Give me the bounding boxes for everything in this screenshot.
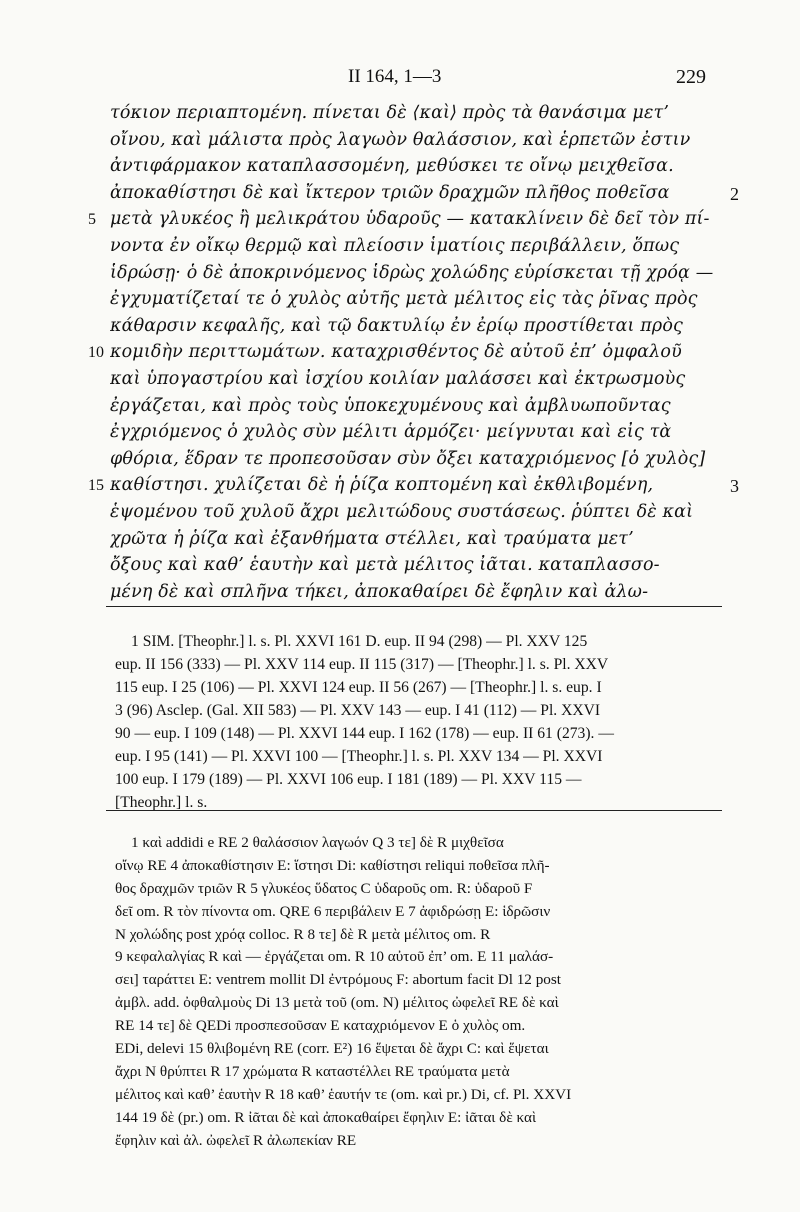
apparatus-line: ἔφηλιν καὶ ἀλ. ὠφελεῖ R ἀλωπεκίαν RE [115,1131,357,1149]
testimonia-apparatus [115,630,721,814]
text-line [0,555,800,582]
text-line [0,156,800,183]
text-line [0,316,800,343]
margin-number: 3 [730,476,739,497]
text-line [0,502,800,529]
text-line [0,209,800,236]
divider-rule [106,606,722,607]
text-line-content: ἱδρώσῃ· ὁ δὲ ἀποκρινόμενος ἱδρὼς χολώδης εὑρίσκεται τῇ χρόᾳ — [110,262,714,283]
text-line [0,422,800,449]
apparatus-line: 1 καὶ addidi e RE 2 θαλάσσιον λαγωόν Q 3 τε] δὲ R μιχθεῖσα [131,834,504,851]
text-line [0,475,800,502]
text-line [0,103,800,130]
text-line [0,369,800,396]
apparatus-line: θος δραχμῶν τριῶν R 5 γλυκέος ὕδατος C ὑδαροῦς om. R: ὑδαροῦ F [115,879,533,897]
apparatus-line: δεῖ om. R τὸν πίνοντα om. QRE 6 περιβάλειν E 7 ἀφιδρώσῃ E: ἱδρῶσιν [115,902,551,920]
text-line-content: νοντα ἐν οἴκῳ θερμῷ καὶ πλείοσιν ἱματίοις περιβάλλειν, ὅπως [110,235,680,256]
text-line-content: ἀντιφάρμακον καταπλασσομένη, μεθύσκει τε οἴνῳ μειχθεῖσα. [110,156,674,177]
text-line [0,263,800,290]
apparatus-line: EDi, delevi 15 θλιβομένη RE (corr. E²) 16 ἕψεται δὲ ἄχρι C: καὶ ἕψεται [115,1040,549,1058]
text-line-content: κάθαρσιν κεφαλῆς, καὶ τῷ δακτυλίῳ ἐν ἐρίῳ προστίθεται πρὸς [110,315,684,336]
line-number: 10 [88,344,104,362]
testimonia-line: eup. I 95 (141) — Pl. XXVI 100 — [Theophr.] l. s. Pl. XXV 134 — Pl. XXVI [115,748,603,765]
text-line-content: οἴνου, καὶ μάλιστα πρὸς λαγωὸν θαλάσσιον, καὶ ἑρπετῶν ἐστιν [110,129,691,150]
text-line-content: μένη δὲ καὶ σπλῆνα τήκει, ἀποκαθαίρει δὲ ἔφηλιν καὶ ἀλω- [110,581,649,602]
text-line-content: τόκιον περιαπτομένη. πίνεται δὲ ⟨καὶ⟩ πρὸς τὰ θανάσιμα μετ’ [110,103,670,123]
text-line-content: ἐγχυματίζεταί τε ὁ χυλὸς αὐτῆς μετὰ μέλιτος εἰς τὰς ῥῖνας πρὸς [110,289,698,310]
apparatus-line: οἴνῳ RE 4 ἀποκαθίστησιν E: ἵστησι Di: καθίστησι reliqui ποθεῖσα πλῆ- [115,856,550,874]
critical-apparatus [115,832,723,1152]
line-number: 15 [88,477,104,495]
apparatus-line: μέλιτος καὶ καθ’ ἑαυτὴν R 18 καθ’ ἑαυτήν τε (om. καὶ pr.) Di, cf. Pl. XXVI [115,1085,572,1103]
text-line-content: χρῶτα ἡ ῥίζα καὶ ἐξανθήματα στέλλει, καὶ τραύματα μετ’ [110,528,634,549]
text-line-content: καθίστησι. χυλίζεται δὲ ἡ ῥίζα κοπτομένη καὶ ἐκθλιβομένη, [110,475,654,496]
apparatus-line: ἄχρι N θρύπτει R 17 χρώματα R καταστέλλει RE τραύματα μετὰ [115,1062,510,1080]
text-line [0,396,800,423]
text-line-content: μετὰ γλυκέος ἢ μελικράτου ὑδαροῦς — κατακλίνειν δὲ δεῖ τὸν πί- [110,209,710,230]
testimonia-line: 100 eup. I 179 (189) — Pl. XXVI 106 eup. I 181 (189) — Pl. XXV 115 — [115,771,582,788]
text-line-content: ἀποκαθίστησι δὲ καὶ ἴκτερον τριῶν δραχμῶν πλῆθος ποθεῖσα [110,182,670,203]
testimonia-line: 115 eup. I 25 (106) — Pl. XXVI 124 eup. II 56 (267) — [Theophr.] l. s. eup. I [115,679,602,696]
text-line-content: καὶ ὑπογαστρίου καὶ ἰσχίου κοιλίαν μαλάσσει καὶ ἐκτρωσμοὺς [110,368,686,389]
margin-number: 2 [730,183,739,204]
testimonia-line: [Theophr.] l. s. [115,794,208,811]
testimonia-line: 1 SIM. [Theophr.] l. s. Pl. XXVI 161 D. eup. II 94 (298) — Pl. XXV 125 [131,633,588,650]
apparatus-line: N χολώδης post χρόᾳ colloc. R 8 τε] δὲ R μετὰ μέλιτος om. R [115,925,491,943]
text-line [0,449,800,476]
text-line-content: φθόρια, ἕδραν τε προπεσοῦσαν σὺν ὄξει καταχριόμενος [ὁ χυλὸς] [110,448,706,469]
text-line [0,342,800,369]
apparatus-line: 144 19 δὲ (pr.) om. R ἰᾶται δὲ καὶ ἀποκαθαίρει ἔφηλιν E: ἰᾶται δὲ καὶ [115,1108,537,1126]
divider-rule [106,810,722,811]
text-line [0,183,800,210]
text-line-content: κομιδὴν περιττωμάτων. καταχρισθέντος δὲ αὐτοῦ ἐπ’ ὀμφαλοῦ [110,342,682,363]
running-head: II 164, 1—3 [348,66,442,87]
text-line-content: ἑψομένου τοῦ χυλοῦ ἄχρι μελιτώδους συστάσεως. ῥύπτει δὲ καὶ [110,501,694,522]
testimonia-line: eup. II 156 (333) — Pl. XXV 114 eup. II 115 (317) — [Theophr.] l. s. Pl. XXV [115,656,609,673]
apparatus-line: RE 14 τε] δὲ QEDi προσπεσοῦσαν E καταχριόμενον E ὁ χυλὸς om. [115,1017,526,1035]
text-line [0,130,800,157]
text-line-content: ἐγχριόμενος ὁ χυλὸς σὺν μέλιτι ἁρμόζει· μείγνυται καὶ εἰς τὰ [110,422,672,443]
apparatus-line: 9 κεφαλαλγίας R καὶ — ἐργάζεται om. R 10 αὐτοῦ ἐπ’ om. E 11 μαλάσ- [115,948,554,966]
line-number: 5 [88,211,96,229]
text-line [0,236,800,263]
text-line [0,289,800,316]
testimonia-line: 3 (96) Asclep. (Gal. XII 583) — Pl. XXV 143 — eup. I 41 (112) — Pl. XXVI [115,702,601,719]
apparatus-line: σει] ταράττει E: ventrem mollit Dl ἐντρόμους F: abortum facit Dl 12 post [115,971,562,989]
text-line [0,582,800,609]
main-text [0,103,800,608]
page-header [0,66,800,96]
text-line [0,529,800,556]
text-line-content: ἐργάζεται, καὶ πρὸς τοὺς ὑποκεχυμένους καὶ ἀμβλυωποῦντας [110,395,671,416]
testimonia-line: 90 — eup. I 109 (148) — Pl. XXVI 144 eup. I 162 (178) — eup. II 61 (273). — [115,725,614,742]
apparatus-line: ἀμβλ. add. ὀφθαλμοὺς Di 13 μετὰ τοῦ (om. N) μέλιτος ὠφελεῖ RE δὲ καὶ [115,994,559,1012]
text-line-content: ὄξους καὶ καθ’ ἑαυτὴν καὶ μετὰ μέλιτος ἰᾶται. καταπλασσο- [110,555,660,576]
page-number: 229 [676,66,706,88]
